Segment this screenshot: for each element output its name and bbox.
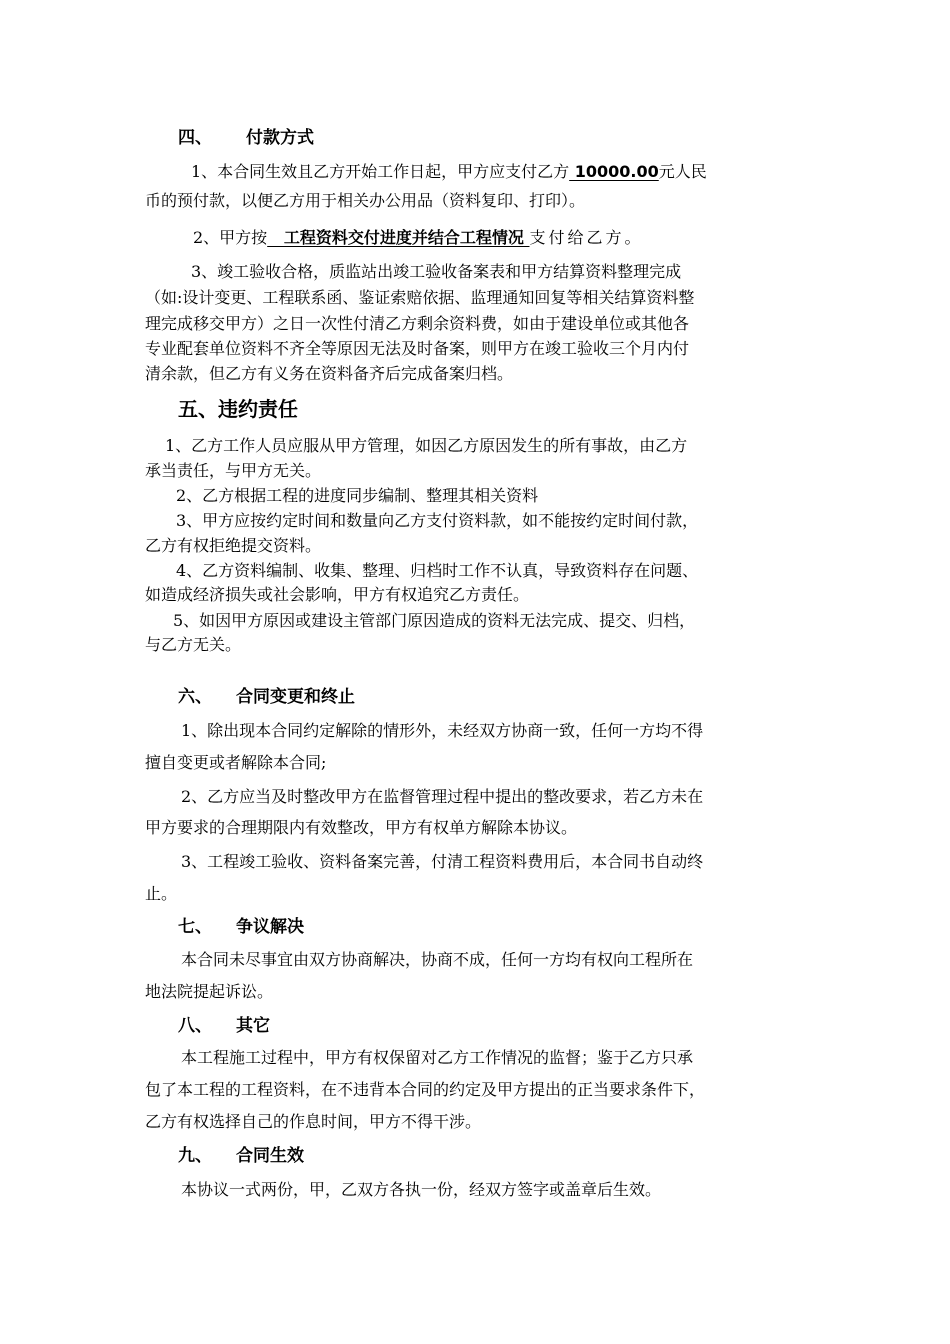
paragraph-line: 3、竣工验收合格，质监站出竣工验收备案表和甲方结算资料整理完成 xyxy=(191,262,682,281)
paragraph-line: 与乙方无关。 xyxy=(145,635,242,654)
section-heading-dispute-resolution xyxy=(178,917,304,937)
paragraph-line: 甲方要求的合理期限内有效整改，甲方有权单方解除本协议。 xyxy=(145,818,578,837)
section-title: 其它 xyxy=(236,1016,270,1036)
text-run: 2、甲方按 xyxy=(193,228,268,247)
paragraph-line: 乙方有权拒绝提交资料。 xyxy=(145,536,322,555)
paragraph-line: 止。 xyxy=(145,884,178,903)
paragraph-line: 本协议一式两份，甲，乙双方各执一份，经双方签字或盖章后生效。 xyxy=(181,1180,662,1199)
paragraph-line: （如:设计变更、工程联系函、鉴证索赔依据、监理通知回复等相关结算资料整 xyxy=(145,288,695,307)
paragraph-line: 1、乙方工作人员应服从甲方管理，如因乙方原因发生的所有事故，由乙方 xyxy=(165,436,688,455)
section-heading-other xyxy=(178,1016,270,1036)
section-heading-liability: 五、违约责任 xyxy=(178,397,298,421)
section-number: 九、 xyxy=(178,1146,212,1166)
section-number: 六、 xyxy=(178,687,212,707)
paragraph-line: 乙方有权选择自己的作息时间，甲方不得干涉。 xyxy=(145,1112,482,1131)
paragraph-line: 3、甲方应按约定时间和数量向乙方支付资料款，如不能按约定时间付款， xyxy=(176,511,699,530)
text-run: 元人民 xyxy=(658,162,707,181)
payment-amount: 10000.00 xyxy=(569,162,659,181)
paragraph-line xyxy=(191,162,707,182)
payment-basis: 工程资料交付进度并结合工程情况 xyxy=(267,228,530,247)
paragraph-line: 本工程施工过程中，甲方有权保留对乙方工作情况的监督；鉴于乙方只承 xyxy=(181,1048,694,1067)
paragraph-line: 2、乙方根据工程的进度同步编制、整理其相关资料 xyxy=(176,486,539,505)
section-heading-payment xyxy=(178,128,314,148)
section-title: 合同生效 xyxy=(236,1146,304,1166)
paragraph-line: 2、乙方应当及时整改甲方在监督管理过程中提出的整改要求，若乙方未在 xyxy=(181,787,704,806)
section-heading-effectiveness xyxy=(178,1146,304,1166)
paragraph-line: 承当责任，与甲方无关。 xyxy=(145,461,322,480)
paragraph-line: 专业配套单位资料不齐全等原因无法及时备案，则甲方在竣工验收三个月内付 xyxy=(145,339,690,358)
paragraph-line: 地法院提起诉讼。 xyxy=(145,982,274,1001)
paragraph-line: 理完成移交甲方）之日一次性付清乙方剩余资料费，如由于建设单位或其他各 xyxy=(145,314,690,333)
paragraph-line: 4、乙方资料编制、收集、整理、归档时工作不认真，导致资料存在问题、 xyxy=(176,561,699,580)
section-heading-change-termination xyxy=(178,687,355,707)
paragraph-line: 本合同未尽事宜由双方协商解决，协商不成，任何一方均有权向工程所在 xyxy=(181,950,694,969)
paragraph-line: 清余款，但乙方有义务在资料备齐后完成备案归档。 xyxy=(145,364,514,383)
section-number: 七、 xyxy=(178,917,212,937)
paragraph-line: 3、工程竣工验收、资料备案完善，付清工程资料费用后，本合同书自动终 xyxy=(181,852,704,871)
paragraph-line: 如造成经济损失或社会影响，甲方有权追究乙方责任。 xyxy=(145,585,530,604)
section-title: 争议解决 xyxy=(236,917,304,937)
paragraph-line: 擅自变更或者解除本合同; xyxy=(145,753,327,772)
paragraph-line xyxy=(193,228,644,248)
text-run: 1、本合同生效且乙方开始工作日起，甲方应支付乙方 xyxy=(191,162,570,181)
section-title: 付款方式 xyxy=(246,128,314,148)
section-number: 八、 xyxy=(178,1016,212,1036)
section-title: 合同变更和终止 xyxy=(236,687,355,707)
paragraph-line: 1、除出现本合同约定解除的情形外，未经双方协商一致，任何一方均不得 xyxy=(181,721,704,740)
paragraph-line: 包了本工程的工程资料，在不违背本合同的约定及甲方提出的正当要求条件下， xyxy=(145,1080,706,1099)
text-run: 支付给乙方。 xyxy=(529,228,644,247)
paragraph-line: 币的预付款，以便乙方用于相关办公用品（资料复印、打印）。 xyxy=(145,191,586,210)
section-number: 四、 xyxy=(178,128,212,148)
paragraph-line: 5、如因甲方原因或建设主管部门原因造成的资料无法完成、提交、归档， xyxy=(173,611,696,630)
